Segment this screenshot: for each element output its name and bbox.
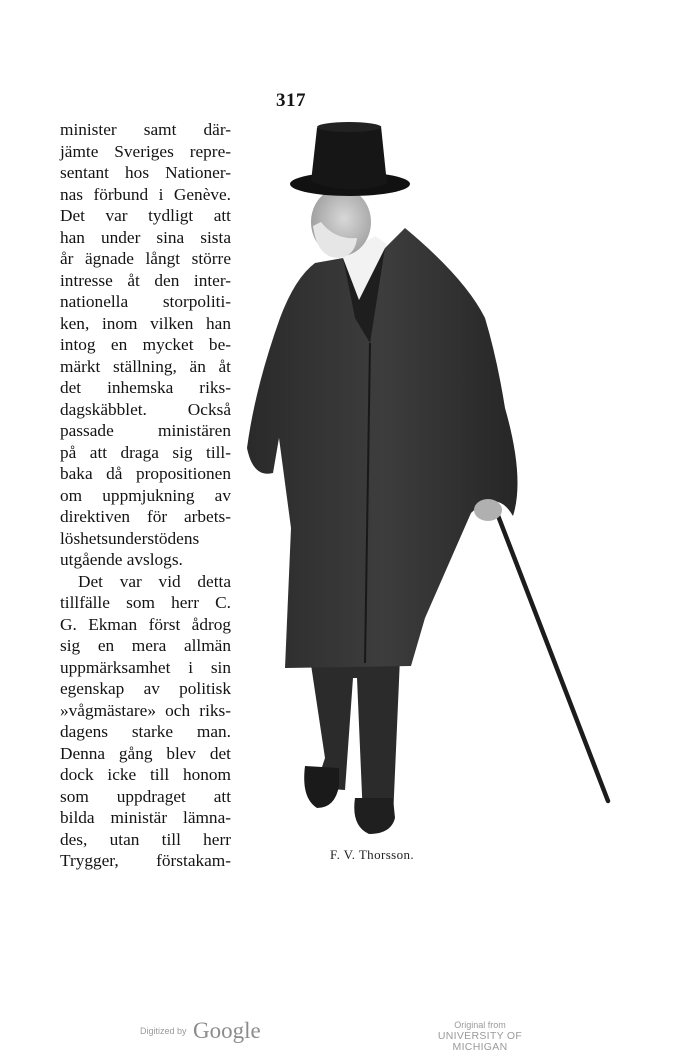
- text-line: ken, inom vilken han: [60, 313, 231, 333]
- overcoat: [247, 228, 518, 668]
- right-shoe: [354, 798, 395, 834]
- text-line: utgående avslogs.: [60, 550, 183, 569]
- text-line: passade ministären: [60, 421, 231, 440]
- text-line: intresse åt den inter-: [60, 270, 231, 290]
- institution-name: UNIVERSITY OF MICHIGAN: [437, 1030, 523, 1053]
- page-number: 317: [276, 90, 306, 111]
- digitized-by-label: Digitized by: [140, 1026, 187, 1036]
- text-line: uppmärksamhet i sin: [60, 657, 231, 677]
- digitized-by-watermark: [140, 1018, 261, 1044]
- original-from-label: Original from: [454, 1020, 506, 1030]
- text-line: des, utan till herr: [60, 829, 231, 849]
- text-line: tillfälle som herr C.: [60, 593, 231, 612]
- photo-caption: F. V. Thorsson.: [330, 847, 415, 862]
- original-from-watermark: [410, 1020, 550, 1053]
- text-line: han under sina sista: [60, 227, 231, 247]
- text-line: år ägnade långt större: [60, 249, 231, 268]
- text-line: direktiven för arbets-: [60, 507, 231, 526]
- text-line: det inhemska riks-: [60, 378, 231, 397]
- text-line: egenskap av politisk: [60, 679, 231, 698]
- text-line: nas förbund i Genève.: [60, 184, 231, 204]
- text-line: Det var vid detta: [78, 571, 231, 591]
- text-line: sig en mera allmän: [60, 636, 231, 655]
- google-logo: Google: [192, 1018, 261, 1043]
- text-line: dock icke till honom: [60, 765, 231, 784]
- text-line: G. Ekman först ådrog: [60, 614, 231, 634]
- text-line: Denna gång blev det: [60, 743, 231, 763]
- text-line: baka då propositionen: [60, 464, 231, 483]
- left-shoe: [304, 766, 339, 808]
- text-line: jämte Sveriges repre-: [60, 141, 231, 161]
- text-line: om uppmjukning av: [60, 485, 231, 505]
- text-line: sentant hos Nationer-: [60, 163, 231, 182]
- text-line: märkt ställning, än åt: [60, 356, 231, 376]
- hat-top: [317, 122, 381, 132]
- text-line: dagens starke man.: [60, 722, 231, 741]
- text-line: löshetsunderstödens: [60, 528, 200, 548]
- text-line: intog en mycket be-: [60, 335, 231, 354]
- text-line: minister samt där-: [60, 120, 231, 139]
- hat-crown: [311, 123, 387, 189]
- text-line: bilda ministär lämna-: [60, 808, 231, 827]
- text-line: på att draga sig till-: [60, 442, 231, 462]
- hand: [474, 499, 502, 521]
- text-line: nationella storpoliti-: [60, 292, 231, 311]
- portrait-photo: [235, 118, 625, 843]
- text-line: Trygger, förstakam-: [60, 851, 231, 870]
- walking-cane: [497, 513, 608, 801]
- text-line: Det var tydligt att: [60, 206, 231, 225]
- body-text-column: [60, 119, 231, 872]
- text-line: »vågmästare» och riks-: [60, 700, 231, 720]
- text-line: dagskäbblet. Också: [60, 399, 231, 419]
- text-line: som uppdraget att: [60, 786, 231, 806]
